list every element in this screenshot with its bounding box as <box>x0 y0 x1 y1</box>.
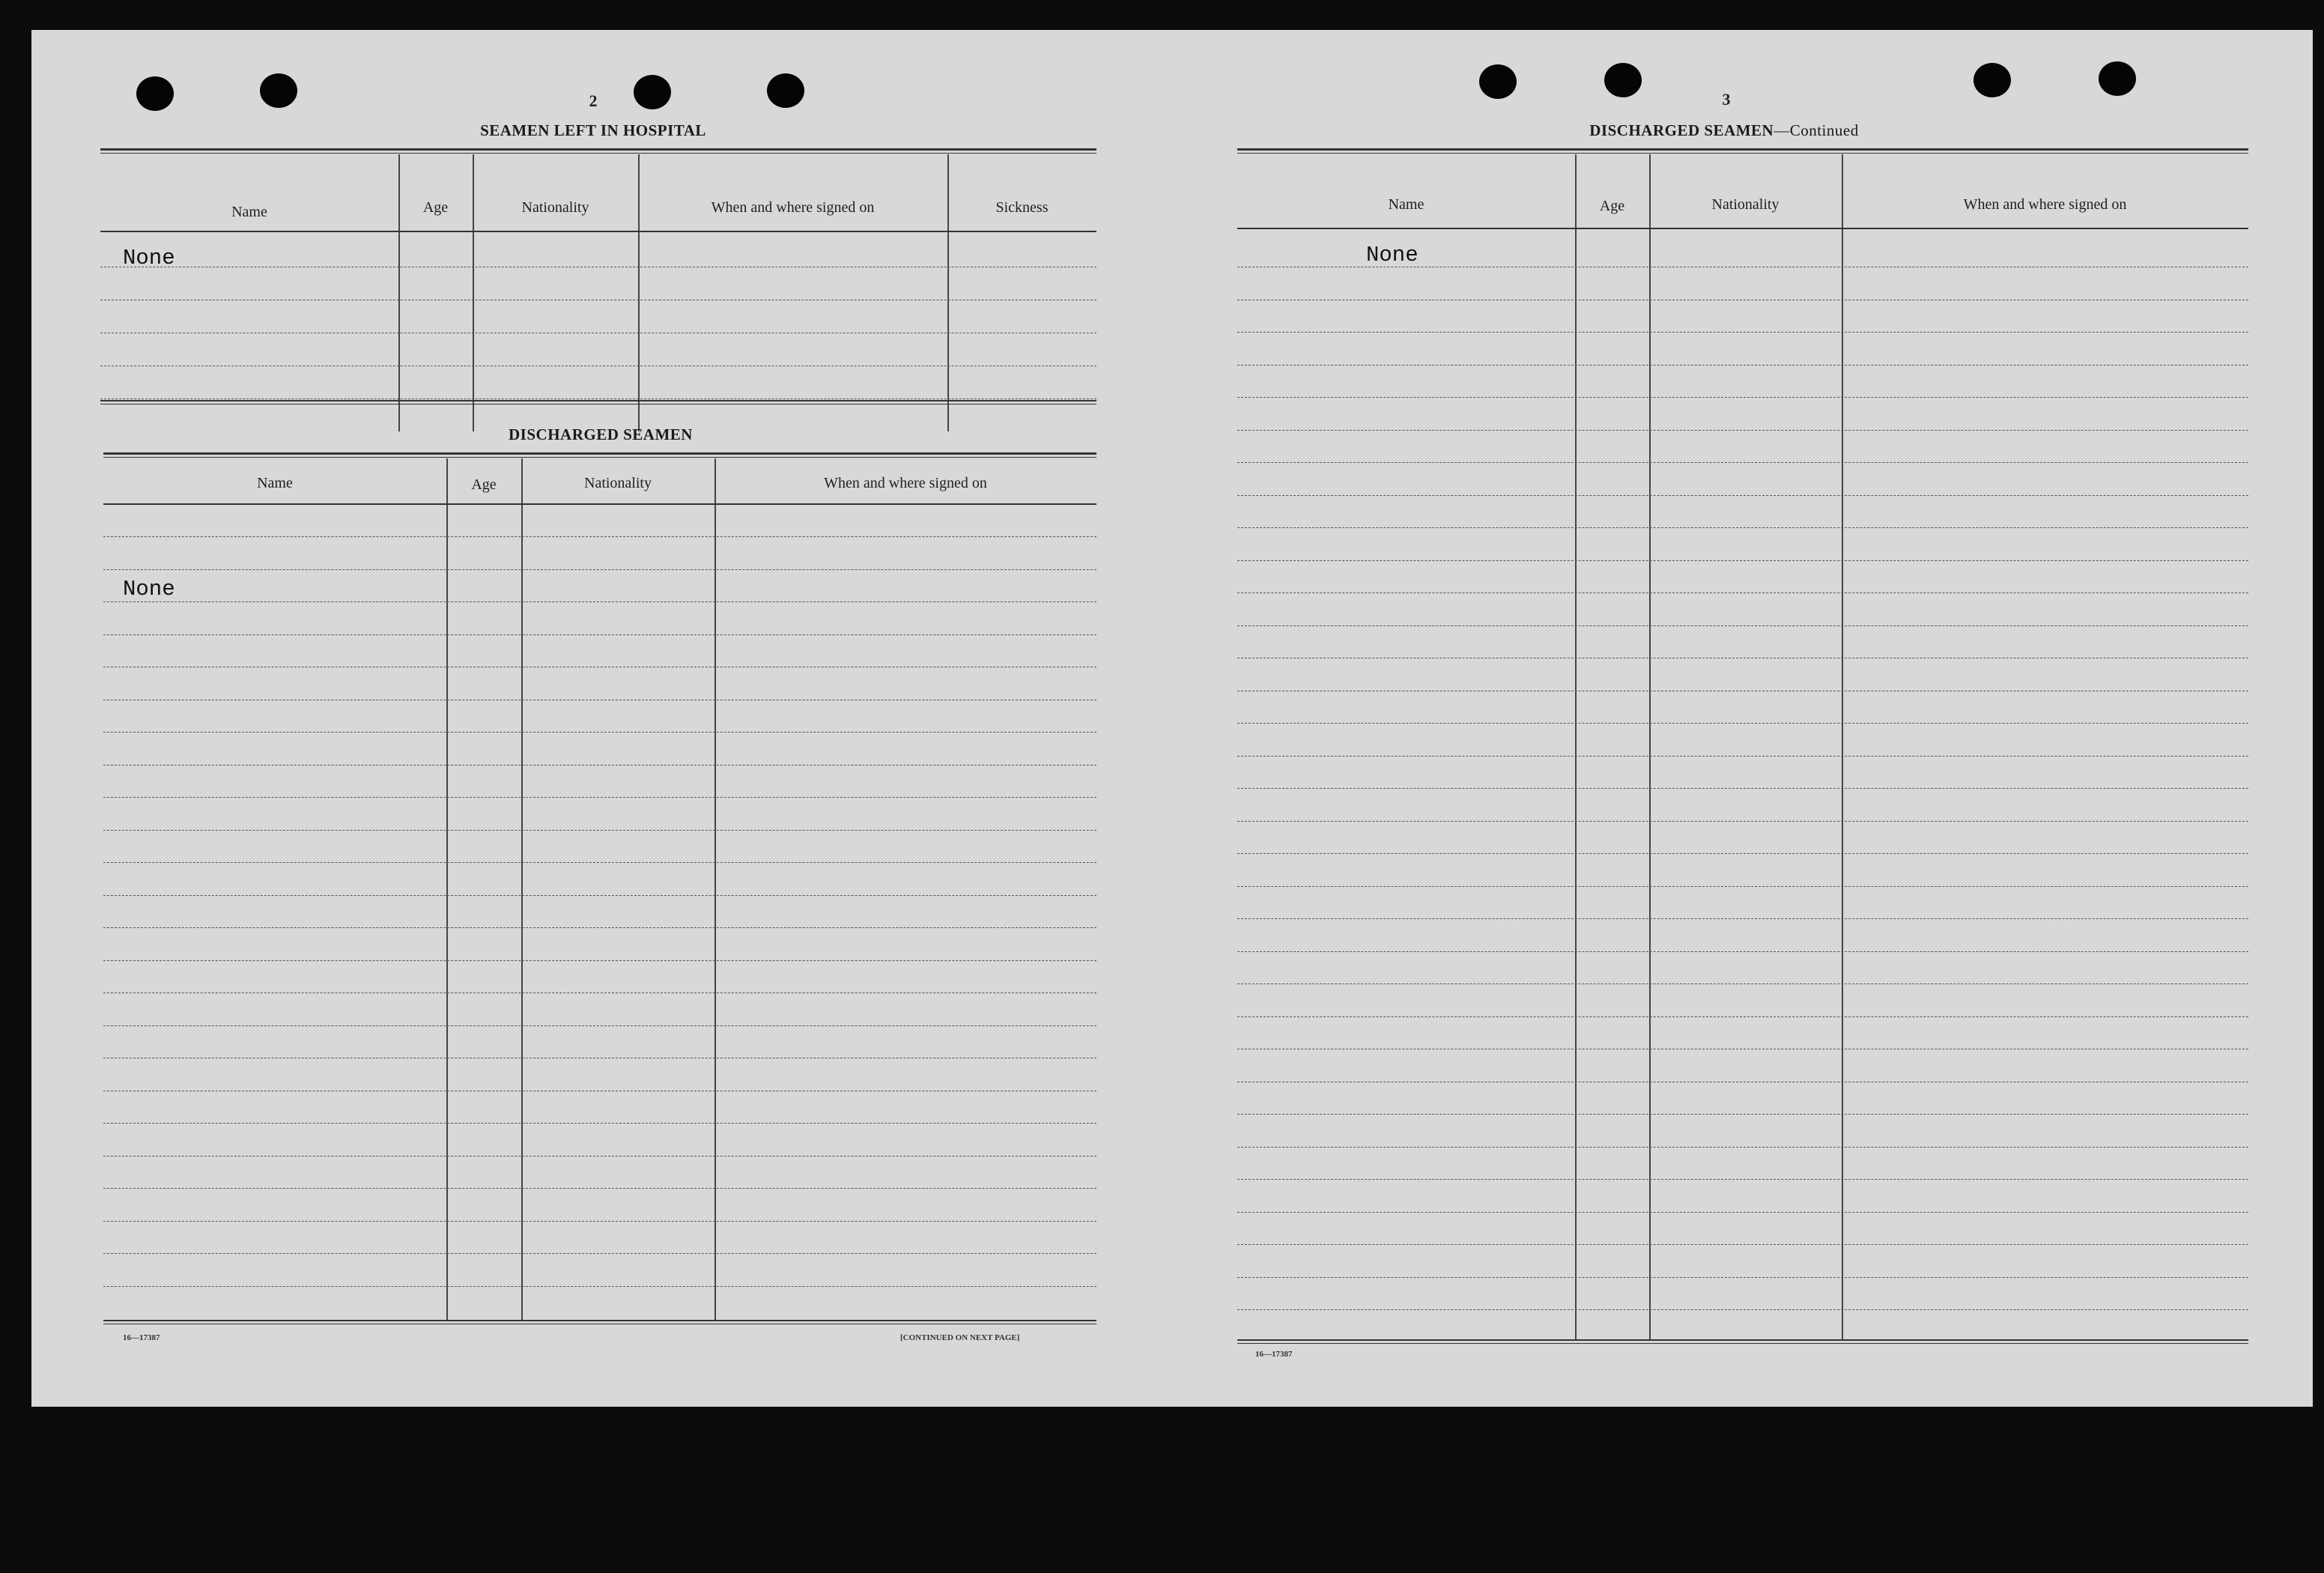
discharged-bottom-rule <box>103 1320 1096 1321</box>
row-line <box>1237 560 2248 561</box>
row-line <box>1237 886 2248 887</box>
column-header-age: Age <box>1599 198 1625 214</box>
punch-hole <box>1479 64 1517 99</box>
row-line <box>103 1025 1096 1026</box>
punch-hole <box>2099 61 2136 96</box>
row-line <box>1237 365 2248 366</box>
row-line <box>1237 723 2248 724</box>
hospital-entry: None <box>123 246 175 270</box>
column-divider <box>446 458 448 1320</box>
column-header-nationality: Nationality <box>584 475 652 491</box>
row-line <box>103 830 1096 831</box>
row-line <box>1237 1114 2248 1115</box>
row-line <box>103 1156 1096 1157</box>
discharged-table-right <box>1237 154 2248 1339</box>
row-line <box>103 992 1096 993</box>
row-line <box>1237 495 2248 496</box>
right-bottom-rule <box>1237 1339 2248 1341</box>
column-divider <box>473 154 474 431</box>
column-header-signed-on: When and where signed on <box>1963 196 2127 213</box>
row-line <box>1237 1309 2248 1310</box>
right-bottom-rule-thin <box>1237 1343 2248 1344</box>
discharged-section-title: DISCHARGED SEAMEN <box>509 425 693 443</box>
row-line <box>1237 918 2248 919</box>
row-line <box>103 536 1096 537</box>
punch-hole <box>136 76 174 111</box>
discharged-top-rule-thin <box>103 457 1096 458</box>
row-line <box>103 960 1096 961</box>
column-divider <box>715 458 716 1320</box>
row-line <box>103 1221 1096 1222</box>
column-divider <box>521 458 523 1320</box>
hospital-section-title: SEAMEN LEFT IN HOSPITAL <box>480 121 706 139</box>
punch-hole <box>260 73 297 108</box>
row-line <box>1237 1212 2248 1213</box>
row-line <box>103 765 1096 766</box>
right-top-rule <box>1237 148 2248 151</box>
column-header-age: Age <box>422 199 449 216</box>
discharged-table-left <box>103 458 1096 1320</box>
form-number-left: 16—17387 <box>123 1333 160 1342</box>
row-line <box>103 1188 1096 1189</box>
row-line <box>1237 983 2248 984</box>
right-top-rule-thin <box>1237 153 2248 154</box>
right-section-title <box>1544 121 1904 140</box>
hospital-top-rule <box>100 148 1096 151</box>
hospital-bottom-rule <box>100 400 1096 401</box>
row-line <box>1237 397 2248 398</box>
page-number-left: 2 <box>589 91 598 110</box>
row-line <box>103 927 1096 928</box>
page-number-right: 3 <box>1722 90 1731 109</box>
column-header-name: Name <box>257 475 293 491</box>
row-line <box>1237 462 2248 463</box>
punch-hole <box>634 75 671 109</box>
row-line <box>1237 821 2248 822</box>
header-underline <box>1237 228 2248 229</box>
hospital-top-rule-thin <box>100 153 1096 154</box>
right-entry: None <box>1366 243 1419 267</box>
row-line <box>1237 527 2248 528</box>
column-header-name: Name <box>1388 196 1425 213</box>
row-line <box>1237 1179 2248 1180</box>
row-line <box>103 1123 1096 1124</box>
continued-note: [CONTINUED ON NEXT PAGE] <box>900 1333 1020 1342</box>
row-line <box>1237 853 2248 854</box>
row-line <box>103 601 1096 602</box>
row-line <box>103 569 1096 570</box>
row-line <box>103 732 1096 733</box>
document-sheet <box>31 30 2313 1407</box>
form-number-right: 16—17387 <box>1255 1350 1293 1359</box>
header-underline <box>100 231 1096 232</box>
punch-hole <box>767 73 804 108</box>
discharged-entry: None <box>123 577 175 601</box>
row-line <box>100 398 1096 399</box>
row-line <box>1237 592 2248 593</box>
column-header-nationality: Nationality <box>521 199 589 216</box>
row-line <box>103 1253 1096 1254</box>
row-line <box>1237 625 2248 626</box>
row-line <box>1237 951 2248 952</box>
row-line <box>103 862 1096 863</box>
column-header-age: Age <box>471 476 497 493</box>
column-header-signed-on: When and where signed on <box>711 199 875 216</box>
column-header-nationality: Nationality <box>1711 196 1780 213</box>
right-title-continued: —Continued <box>1774 121 1859 139</box>
row-line <box>1237 1147 2248 1148</box>
discharged-top-rule <box>103 452 1096 455</box>
row-line <box>1237 1016 2248 1017</box>
header-underline <box>103 503 1096 505</box>
row-line <box>1237 332 2248 333</box>
column-divider <box>947 154 949 431</box>
punch-hole <box>1973 63 2011 97</box>
column-header-sickness: Sickness <box>995 199 1049 216</box>
row-line <box>103 1286 1096 1287</box>
row-line <box>103 895 1096 896</box>
hospital-table <box>100 154 1096 431</box>
row-line <box>1237 1277 2248 1278</box>
row-line <box>1237 756 2248 757</box>
column-divider <box>398 154 400 431</box>
punch-hole <box>1604 63 1642 97</box>
row-line <box>1237 430 2248 431</box>
row-line <box>1237 788 2248 789</box>
column-header-name: Name <box>231 204 267 220</box>
column-divider <box>638 154 640 431</box>
row-line <box>1237 1244 2248 1245</box>
column-header-signed-on: When and where signed on <box>824 475 987 491</box>
row-line <box>103 797 1096 798</box>
right-title-main: DISCHARGED SEAMEN <box>1589 121 1774 139</box>
row-line <box>103 634 1096 635</box>
